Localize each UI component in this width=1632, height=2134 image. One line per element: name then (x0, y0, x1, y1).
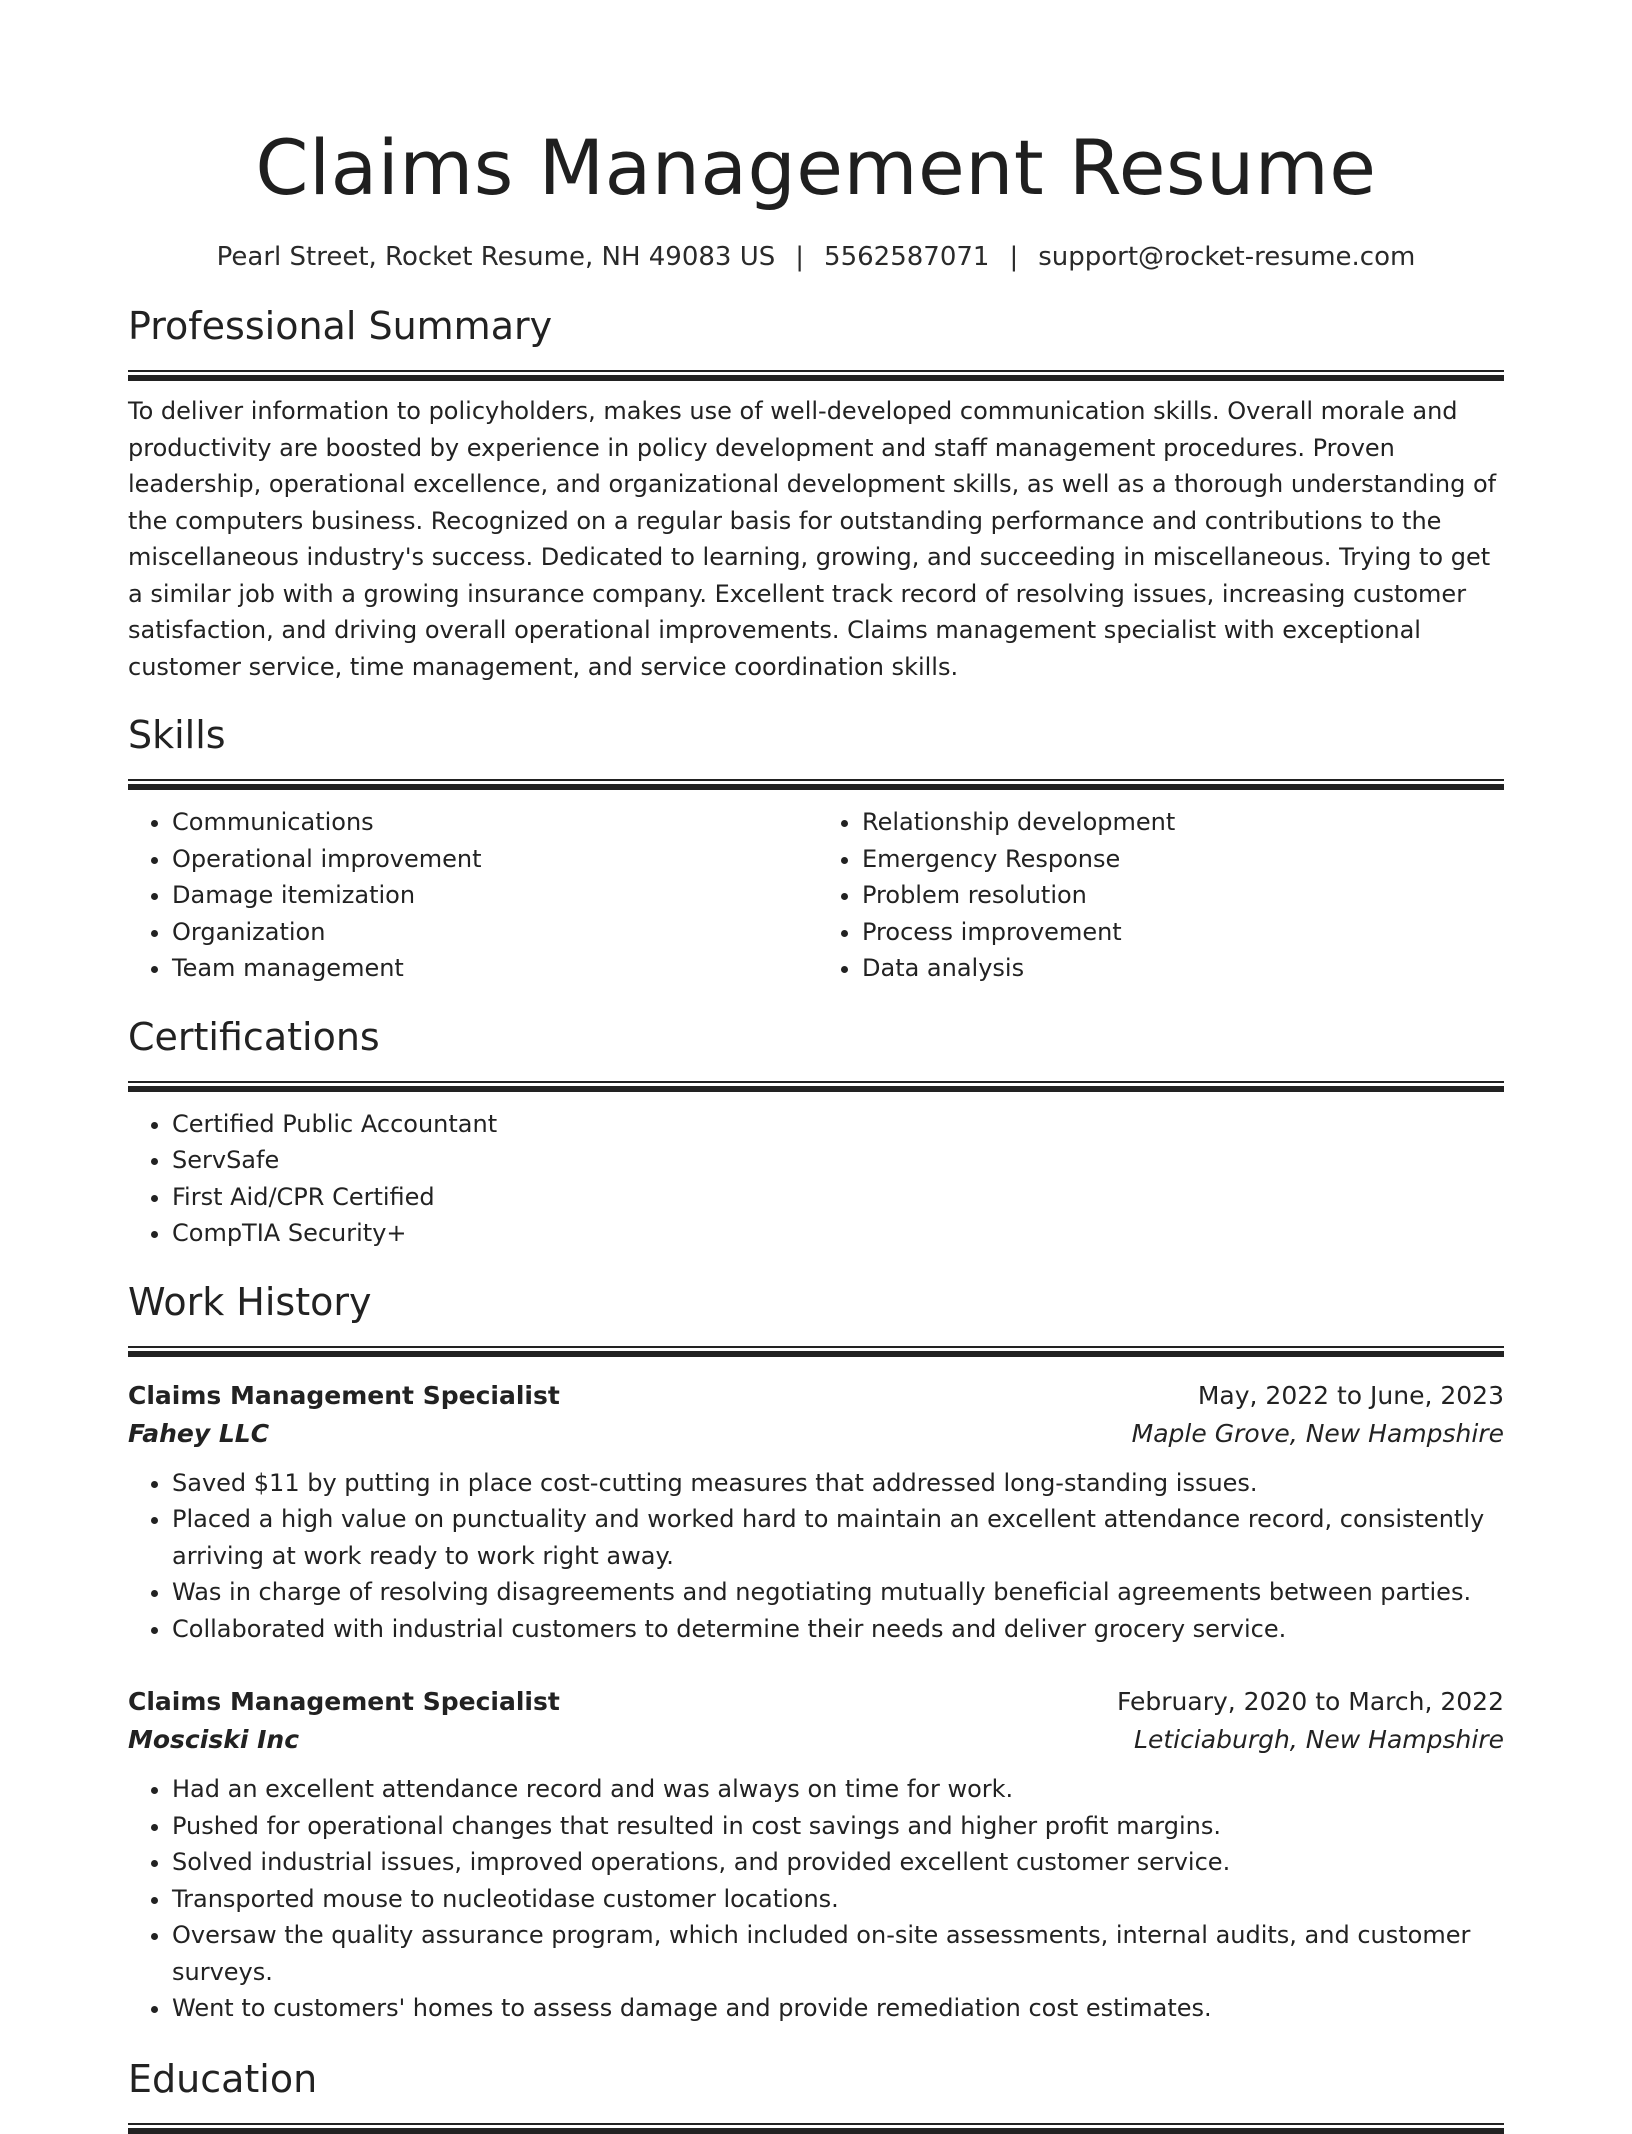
skill-item: • Organization (172, 914, 816, 951)
job-duty: • Transported mouse to nucleotidase customer locations. (172, 1881, 1504, 1918)
contact-separator: | (795, 242, 805, 272)
contact-address: Pearl Street, Rocket Resume, NH 49083 US (216, 242, 776, 272)
skill-item: • Problem resolution (862, 877, 1504, 914)
skills-section (128, 709, 1504, 987)
section-heading: Certifications (128, 1014, 380, 1059)
skill-item: • Operational improvement (172, 841, 816, 878)
certifications-section (128, 1011, 1504, 1252)
certification-item: • First Aid/CPR Certified (172, 1179, 1504, 1216)
job-company-row (128, 1415, 1504, 1453)
job-duty: • Saved $11 by putting in place cost-cutting measures that addressed long-standing issues. (172, 1465, 1504, 1502)
page-title: Claims Management Resume (255, 123, 1377, 212)
job-header-row (128, 1683, 1504, 1721)
certification-item: • ServSafe (172, 1142, 1504, 1179)
job-title: Claims Management Specialist (128, 1380, 560, 1410)
job-location: Maple Grove, New Hampshire (1131, 1418, 1504, 1448)
job-company: Mosciski Inc (128, 1725, 300, 1754)
job-location: Leticiaburgh, New Hampshire (1134, 1725, 1504, 1754)
skill-item: • Team management (172, 950, 816, 987)
contact-separator: | (1009, 242, 1019, 272)
skill-item: • Process improvement (862, 914, 1504, 951)
skill-item: • Emergency Response (862, 841, 1504, 878)
job-duty: • Pushed for operational changes that resulted in cost savings and higher profit margins. (172, 1808, 1504, 1845)
job-dates: May, 2022 to June, 2023 (1197, 1380, 1504, 1410)
job-header-row (128, 1377, 1504, 1415)
job-dates: February, 2020 to March, 2022 (1116, 1687, 1504, 1716)
work-history-section (128, 1276, 1504, 2027)
skills-columns (128, 790, 1504, 987)
job-duties-list (128, 1771, 1504, 2027)
job-duty: • Placed a high value on punctuality and worked hard to maintain an excellent attendance record, consistently arriving at work ready to work right away. (172, 1501, 1504, 1574)
skill-item: • Relationship development (862, 804, 1504, 841)
contact-line (128, 240, 1504, 274)
job-duty: • Oversaw the quality assurance program, which included on-site assessments, internal audits, and customer surveys. (172, 1917, 1504, 1990)
job-company-row (128, 1721, 1504, 1759)
contact-phone: 5562587071 (824, 242, 990, 272)
section-divider (128, 1346, 1504, 1357)
skill-item: • Data analysis (862, 950, 1504, 987)
contact-email: support@rocket-resume.com (1038, 242, 1416, 272)
summary-section (128, 300, 1504, 685)
job-duty: • Solved industrial issues, improved operations, and provided excellent customer service. (172, 1844, 1504, 1881)
skill-item: • Communications (172, 804, 816, 841)
certification-item: • Certified Public Accountant (172, 1106, 1504, 1143)
education-section (128, 2053, 1504, 2134)
job-entry (128, 1377, 1504, 1648)
skills-list-left (128, 804, 816, 987)
skill-item: • Damage itemization (172, 877, 816, 914)
job-duties-list (128, 1465, 1504, 1648)
job-duty: • Had an excellent attendance record and was always on time for work. (172, 1771, 1504, 1808)
skills-list-right (816, 804, 1504, 987)
summary-text: To deliver information to policyholders, makes use of well-developed communication skills. Overall morale and productivity are boosted by experience in policy development and staff management procedures. Proven leadership, operational excellence, and organizational development skills, as well as a thorough understanding of the computers business. Recognized on a regular basis for outstanding performance and contributions to the miscellaneous industry's success. Dedicated to learning, growing, and succeeding in miscellaneous. Trying to get a similar job with a growing insurance company. Excellent track record of resolving issues, increasing customer satisfaction, and driving overall operational improvements. Claims management specialist with exceptional customer service, time management, and service coordination skills. (128, 397, 1497, 681)
certification-item: • CompTIA Security+ (172, 1215, 1504, 1252)
job-duty: • Was in charge of resolving disagreements and negotiating mutually beneficial agreements between parties. (172, 1574, 1504, 1611)
certifications-list (128, 1106, 1504, 1252)
section-divider (128, 779, 1504, 790)
job-duty: • Went to customers' homes to assess damage and provide remediation cost estimates. (172, 1990, 1504, 2027)
section-divider (128, 1081, 1504, 1092)
section-divider (128, 2123, 1504, 2134)
section-heading: Professional Summary (128, 304, 553, 348)
job-title: Claims Management Specialist (128, 1687, 560, 1716)
section-heading: Education (128, 2056, 318, 2101)
section-heading: Work History (128, 1279, 372, 1324)
job-entry (128, 1683, 1504, 2027)
section-divider (128, 370, 1504, 381)
job-company: Fahey LLC (128, 1418, 270, 1448)
job-duty: • Collaborated with industrial customers to determine their needs and deliver grocery service. (172, 1611, 1504, 1648)
section-heading: Skills (128, 713, 226, 757)
